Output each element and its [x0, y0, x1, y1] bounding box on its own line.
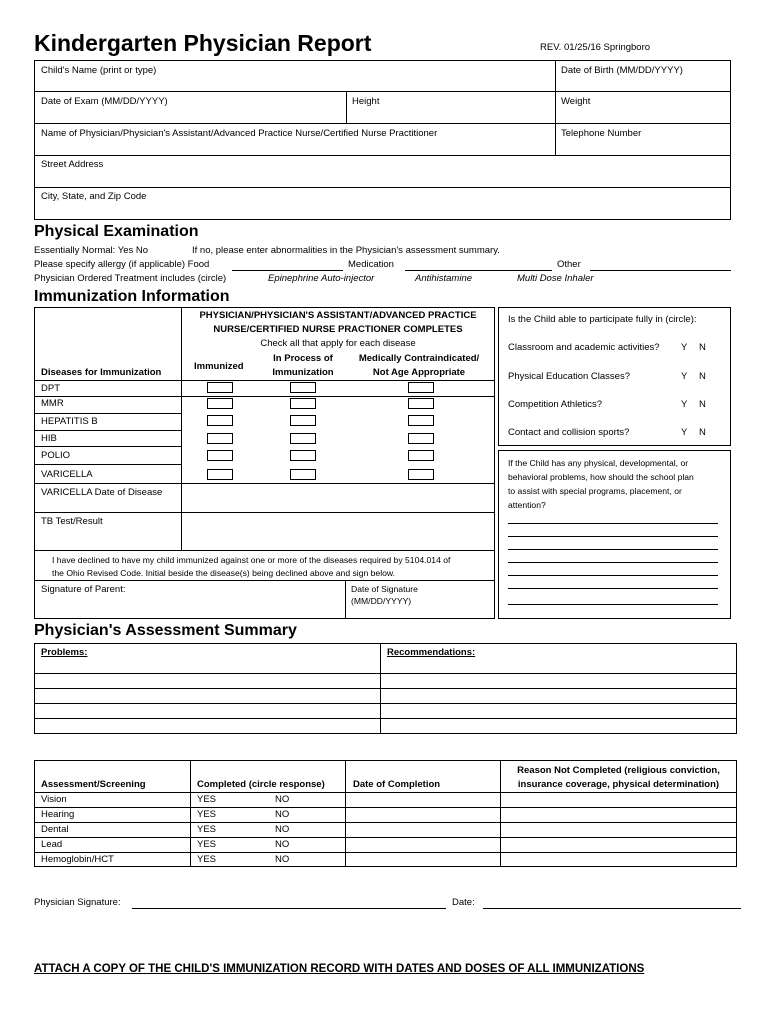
- disease-dpt: DPT: [41, 383, 60, 394]
- height-field[interactable]: Height: [352, 96, 380, 107]
- revision-label: REV. 01/25/16 Springboro: [540, 42, 651, 53]
- treatment-inhaler[interactable]: Multi Dose Inhaler: [517, 273, 594, 284]
- screening-table: [34, 760, 737, 867]
- checkbox-hepb-contraindicated[interactable]: [408, 415, 434, 426]
- tb-test-label: TB Test/Result: [41, 516, 103, 527]
- checkbox-varicella-in-process[interactable]: [290, 469, 316, 480]
- assist-answer-line[interactable]: [508, 575, 718, 576]
- allergy-other-label: Other: [557, 259, 581, 270]
- checkbox-mmr-in-process[interactable]: [290, 398, 316, 409]
- street-address-field[interactable]: Street Address: [41, 159, 104, 170]
- assist-question-line4: attention?: [508, 500, 546, 510]
- col-reason-2: insurance coverage, physical determination): [517, 779, 720, 790]
- problems-label: Problems:: [41, 647, 88, 658]
- col-in-process-1: In Process of: [273, 353, 333, 364]
- assist-answer-line[interactable]: [508, 588, 718, 589]
- screening-hearing-yes[interactable]: YES: [197, 809, 217, 820]
- parent-signature-field[interactable]: Signature of Parent:: [41, 584, 126, 595]
- screening-lead: Lead: [41, 839, 63, 850]
- participation-contact-label: Contact and collision sports?: [508, 427, 630, 438]
- participation-classroom-yes[interactable]: Y: [681, 342, 688, 353]
- participation-pe-label: Physical Education Classes?: [508, 371, 630, 382]
- screening-dental-no[interactable]: NO: [275, 824, 290, 835]
- checkbox-dpt-in-process[interactable]: [290, 382, 316, 393]
- recommendations-label: Recommendations:: [387, 647, 476, 658]
- attach-notice: ATTACH A COPY OF THE CHILD'S IMMUNIZATION RECORD WITH DATES AND DOSES OF ALL IMMUNIZATIONS: [34, 963, 645, 975]
- disease-hib: HIB: [41, 433, 57, 444]
- checkbox-hepb-immunized[interactable]: [207, 415, 233, 426]
- child-name-field[interactable]: Child's Name (print or type): [41, 65, 157, 76]
- allergy-medication-line[interactable]: [405, 270, 552, 271]
- exam-date-field[interactable]: Date of Exam (MM/DD/YYYY): [41, 96, 168, 107]
- checkbox-hib-contraindicated[interactable]: [408, 433, 434, 444]
- participation-athletics-yes[interactable]: Y: [681, 399, 688, 410]
- signature-date-line[interactable]: [483, 908, 741, 909]
- telephone-field[interactable]: Telephone Number: [561, 128, 642, 139]
- col-in-process-2: Immunization: [272, 367, 334, 378]
- disease-polio: POLIO: [41, 450, 71, 461]
- participation-athletics-label: Competition Athletics?: [508, 399, 602, 410]
- checkbox-dpt-contraindicated[interactable]: [408, 382, 434, 393]
- screening-vision-no[interactable]: NO: [275, 794, 290, 805]
- signature-date-label: Date:: [452, 897, 475, 908]
- assist-question-line1: If the Child has any physical, developmental, or: [508, 458, 689, 468]
- screening-vision: Vision: [41, 794, 67, 805]
- screening-hearing: Hearing: [41, 809, 75, 820]
- checkbox-polio-in-process[interactable]: [290, 450, 316, 461]
- treatment-label: Physician Ordered Treatment includes (circle): [34, 273, 227, 284]
- disease-mmr: MMR: [41, 398, 64, 409]
- immunization-heading: Immunization Information: [34, 288, 230, 305]
- treatment-epinephrine[interactable]: Epinephrine Auto-injector: [268, 273, 375, 284]
- varicella-date-label: VARICELLA Date of Disease: [41, 487, 163, 498]
- tb-test-field[interactable]: [182, 513, 494, 549]
- abnormal-note: If no, please enter abnormalities in the Physician's assessment summary.: [192, 245, 500, 256]
- declined-statement-line2: the Ohio Revised Code. Initial beside the disease(s) being declined above and sign below.: [52, 568, 396, 578]
- screening-hemoglobin-yes[interactable]: YES: [197, 854, 217, 865]
- assessment-heading: Physician's Assessment Summary: [34, 622, 297, 639]
- disease-varicella: VARICELLA: [41, 469, 93, 480]
- checkbox-varicella-immunized[interactable]: [207, 469, 233, 480]
- disease-hepatitis-b: HEPATITIS B: [41, 416, 98, 427]
- city-state-zip-field[interactable]: City, State, and Zip Code: [41, 191, 147, 202]
- checkbox-mmr-immunized[interactable]: [207, 398, 233, 409]
- assist-answer-line[interactable]: [508, 562, 718, 563]
- participation-question: Is the Child able to participate fully in (circle):: [508, 314, 697, 325]
- signature-date-label-2[interactable]: (MM/DD/YYYY): [351, 596, 412, 606]
- physician-signature-line[interactable]: [132, 908, 446, 909]
- assist-answer-line[interactable]: [508, 536, 718, 537]
- immunization-header-line3: Check all that apply for each disease: [260, 338, 416, 349]
- allergy-other-line[interactable]: [590, 270, 731, 271]
- allergy-food-label: Please specify allergy (if applicable) Food: [34, 259, 210, 270]
- participation-pe-no[interactable]: N: [699, 371, 706, 382]
- immunization-header-line1: PHYSICIAN/PHYSICIAN'S ASSISTANT/ADVANCED PRACTICE: [199, 310, 477, 321]
- signature-date-label-1: Date of Signature: [351, 584, 418, 594]
- col-date-completion: Date of Completion: [353, 779, 441, 790]
- participation-contact-no[interactable]: N: [699, 427, 706, 438]
- treatment-antihistamine[interactable]: Antihistamine: [415, 273, 473, 284]
- allergy-medication-label: Medication: [348, 259, 394, 270]
- immunization-header-line2: NURSE/CERTIFIED NURSE PRACTIONER COMPLETES: [213, 324, 463, 335]
- normal-yes-no[interactable]: Essentially Normal: Yes No: [34, 245, 149, 256]
- checkbox-dpt-immunized[interactable]: [207, 382, 233, 393]
- col-immunized: Immunized: [194, 361, 244, 372]
- participation-pe-yes[interactable]: Y: [681, 371, 688, 382]
- checkbox-polio-immunized[interactable]: [207, 450, 233, 461]
- screening-dental: Dental: [41, 824, 69, 835]
- participation-classroom-no[interactable]: N: [699, 342, 706, 353]
- checkbox-hib-immunized[interactable]: [207, 433, 233, 444]
- checkbox-mmr-contraindicated[interactable]: [408, 398, 434, 409]
- physician-name-field[interactable]: Name of Physician/Physician's Assistant/Advanced Practice Nurse/Certified Nurse Practitioner: [41, 128, 438, 139]
- screening-lead-yes[interactable]: YES: [197, 839, 217, 850]
- participation-contact-yes[interactable]: Y: [681, 427, 688, 438]
- weight-field[interactable]: Weight: [561, 96, 591, 107]
- declined-statement-line1: I have declined to have my child immunized against one or more of the diseases required by 5104.014 of: [52, 555, 451, 565]
- participation-athletics-no[interactable]: N: [699, 399, 706, 410]
- varicella-date-field[interactable]: [182, 484, 494, 511]
- checkbox-polio-contraindicated[interactable]: [408, 450, 434, 461]
- page-title: Kindergarten Physician Report: [34, 30, 372, 56]
- col-contra-2: Not Age Appropriate: [372, 367, 466, 378]
- col-assessment: Assessment/Screening: [41, 779, 146, 790]
- col-contra-1: Medically Contraindicated/: [358, 353, 480, 364]
- screening-hemoglobin-no[interactable]: NO: [275, 854, 290, 865]
- assist-answer-line[interactable]: [508, 604, 718, 605]
- col-completed: Completed (circle response): [197, 779, 325, 790]
- physician-signature-label: Physician Signature:: [34, 897, 121, 908]
- assist-answer-line[interactable]: [508, 523, 718, 524]
- checkbox-varicella-contraindicated[interactable]: [408, 469, 434, 480]
- screening-lead-no[interactable]: NO: [275, 839, 290, 850]
- checkbox-hib-in-process[interactable]: [290, 433, 316, 444]
- physical-exam-heading: Physical Examination: [34, 223, 199, 240]
- screening-dental-yes[interactable]: YES: [197, 824, 217, 835]
- screening-hearing-no[interactable]: NO: [275, 809, 290, 820]
- participation-classroom-label: Classroom and academic activities?: [508, 342, 660, 353]
- col-reason-1: Reason Not Completed (religious conviction,: [517, 765, 720, 776]
- col-disease: Diseases for Immunization: [41, 367, 162, 378]
- allergy-food-line[interactable]: [232, 270, 343, 271]
- checkbox-hepb-in-process[interactable]: [290, 415, 316, 426]
- assist-question-line3: to assist with special programs, placement, or: [508, 486, 682, 496]
- screening-vision-yes[interactable]: YES: [197, 794, 217, 805]
- assist-answer-line[interactable]: [508, 549, 718, 550]
- screening-hemoglobin: Hemoglobin/HCT: [41, 854, 114, 865]
- dob-field[interactable]: Date of Birth (MM/DD/YYYY): [561, 65, 683, 76]
- assist-question-line2: behavioral problems, how should the school plan: [508, 472, 694, 482]
